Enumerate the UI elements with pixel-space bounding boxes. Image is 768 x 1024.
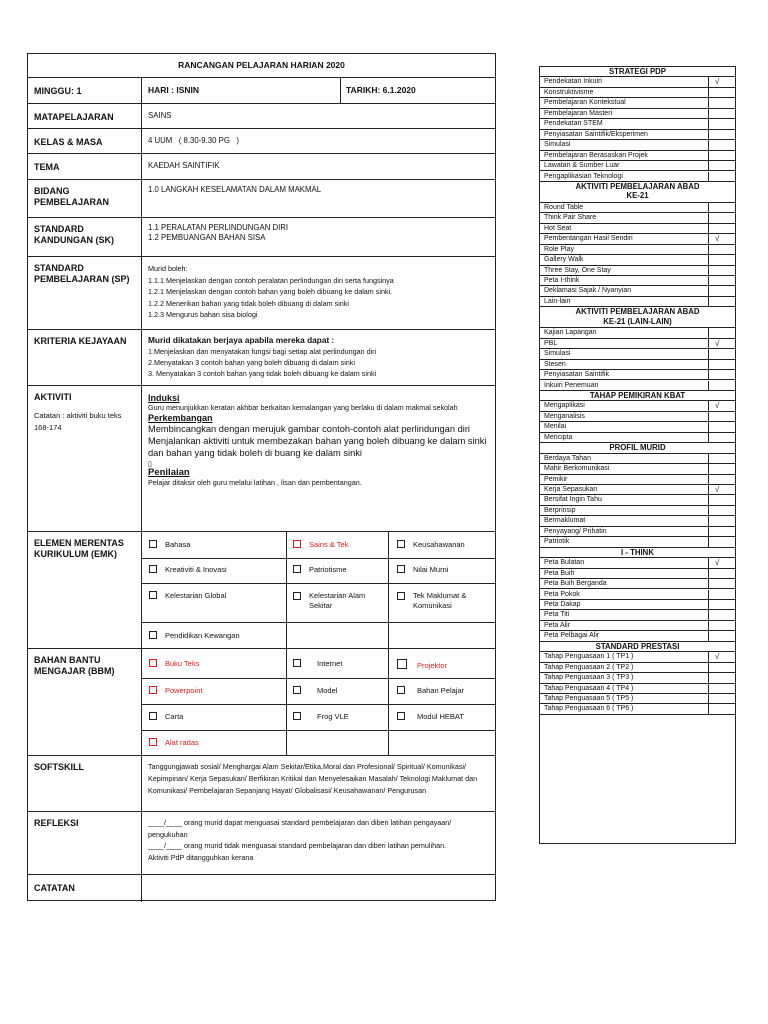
emk-option[interactable]: Sains & Tek (293, 540, 348, 550)
checkbox-icon[interactable] (149, 540, 157, 548)
checkbox-icon[interactable] (293, 592, 301, 600)
checklist-label: Three Stay, One Stay (544, 266, 611, 274)
aktiviti-note: Catatan : aktiviti buku teks 168-174 (34, 411, 122, 432)
check-column (708, 590, 709, 600)
sp-label: STANDARD PEMBELAJARAN (SP) (28, 257, 142, 329)
check-column (708, 537, 709, 547)
check-column (708, 412, 709, 422)
checklist-item[interactable] (540, 234, 735, 244)
refleksi-line: ____/____ orang murid dapat menguasai standard pembelajaran dan diberi latihan pengayaan/ pengukuhan (148, 818, 452, 839)
checklist-item[interactable] (540, 600, 735, 610)
checkbox-icon[interactable] (397, 565, 405, 573)
sp-row (28, 257, 495, 330)
tema-label: TEMA (28, 154, 142, 179)
checklist-item[interactable] (540, 77, 735, 87)
check-column (708, 203, 709, 213)
sp-item: 1.2.3 Mengurus bahan sisa biologi (148, 310, 258, 319)
check-column (708, 381, 709, 391)
check-column (708, 464, 709, 474)
checklist-item[interactable] (540, 286, 735, 296)
induksi-text: Guru menunjukkan keratan akhbar berkaitan kemalangan yang berlaku di dalam makmal sekolah (148, 403, 458, 412)
checklist-item[interactable] (540, 328, 735, 338)
bbm-option[interactable]: Buku Teks (149, 659, 199, 669)
blank-marker: ▯ (148, 458, 152, 468)
checklist-item[interactable] (540, 339, 735, 349)
checkbox-icon[interactable] (293, 686, 301, 694)
check-column (708, 234, 709, 244)
checklist-item[interactable] (540, 652, 735, 662)
check-column (708, 422, 709, 432)
bbm-row (28, 649, 495, 756)
checklist-label: Peta Bulatan (544, 559, 585, 567)
sp-item: 1.2.2 Menerikan bahan yang tidak boleh dibuang di dalam sinki (148, 298, 349, 308)
bbm-option[interactable]: Projektor (397, 659, 447, 671)
checklist-label: Tahap Penguasaan 4 ( TP4 ) (544, 684, 634, 692)
checklist-item[interactable] (540, 631, 735, 641)
matapelajaran-label: MATAPELAJARAN (28, 104, 142, 128)
bidang-row (28, 180, 495, 218)
checklist-item[interactable] (540, 673, 735, 683)
softskill-label: SOFTSKILL (28, 756, 142, 811)
emk-option[interactable]: Kelestarian Alam Sekitar (293, 591, 383, 611)
checkbox-icon[interactable] (397, 712, 405, 720)
check-column (708, 495, 709, 505)
checklist-item[interactable] (540, 663, 735, 673)
emk-option[interactable]: Tek Maklumat & Komunikasi (397, 591, 492, 611)
checklist-label: Round Table (544, 203, 584, 211)
section-heading: I - THINK (540, 548, 735, 558)
check-column (708, 652, 709, 662)
checklist-item[interactable] (540, 151, 735, 161)
checklist-item[interactable] (540, 704, 735, 714)
check-column (708, 213, 709, 223)
emk-option[interactable]: Kelestarian Global (149, 591, 226, 601)
checklist-item[interactable] (540, 266, 735, 276)
kriteria-item: 3. Menyatakan 3 contoh bahan yang tidak boleh dibuang ke dalam sinki (148, 369, 377, 378)
check-column (708, 349, 709, 359)
checklist-label: Menganalisis (544, 412, 585, 420)
checkbox-icon[interactable] (149, 659, 157, 667)
checklist-label: Deklamasi Sajak / Nyanyian (544, 287, 632, 295)
check-mark-icon: √ (715, 558, 720, 568)
check-column (708, 684, 709, 694)
checklist-label: Mencipta (544, 433, 573, 441)
check-mark-icon: √ (715, 401, 720, 411)
kelas-value: 4 UUM ( 8.30-9.30 PG ) (148, 136, 239, 145)
kriteria-item: 1.Menjelaskan dan menyatakan fungsi bagi setiap alat perlindungan diri (148, 347, 377, 356)
bbm-option[interactable]: Bahan Pelajar (397, 686, 464, 696)
checklist-label: Peta Dakap (544, 600, 581, 608)
checklist-label: PBL (544, 339, 558, 347)
checklist-label: Peta I-think (544, 277, 580, 284)
checklist-label: Penyayang/ Prihatin (544, 527, 607, 535)
checklist-item[interactable] (540, 433, 735, 443)
minggu-label: MINGGU: 1 (28, 78, 142, 103)
checkbox-icon[interactable] (149, 712, 157, 720)
hari-value: HARI : ISNIN (148, 85, 199, 95)
checklist-label: Simulasi (544, 350, 571, 358)
perkembangan-item: Menjalankan aktiviti untuk membezakan bahan yang boleh dibuang ke dalam sinki dan bahan yang tidak boleh di buang ke dalam sinki (148, 435, 487, 458)
checklist-label: Menilai (544, 423, 567, 431)
kelas-row (28, 129, 495, 154)
kriteria-item: 2.Menyatakan 3 contoh bahan yang boleh dibuang di dalam sinki (148, 358, 355, 367)
checklist-item[interactable] (540, 140, 735, 150)
check-column (708, 140, 709, 150)
checklist-label: Peta Buih (544, 569, 575, 577)
checklist-item[interactable] (540, 558, 735, 568)
checklist-label: Pendekatan STEM (544, 120, 603, 128)
check-column (708, 506, 709, 516)
refleksi-line: ____/____ orang murid tidak menguasai standard pembelajaran dan diberi latihan pemulihan. (148, 841, 447, 850)
bbm-option[interactable]: Alat radas (149, 738, 199, 748)
kelas-label: KELAS & MASA (28, 129, 142, 153)
checklist-label: Patriotik (544, 538, 570, 546)
check-column (708, 610, 709, 620)
checkbox-icon[interactable] (293, 540, 301, 548)
check-column (708, 621, 709, 631)
check-column (708, 161, 709, 171)
checklist-item[interactable] (540, 109, 735, 119)
checklist-item[interactable] (540, 297, 735, 307)
bbm-label: BAHAN BANTU MENGAJAR (BBM) (28, 649, 142, 755)
checkbox-icon[interactable] (149, 686, 157, 694)
check-column (708, 401, 709, 411)
checklist-label: Peta Pokok (544, 590, 580, 598)
tema-row (28, 154, 495, 180)
check-mark-icon: √ (715, 652, 720, 662)
checklist-label: Inkuiri Penemuan (544, 381, 599, 389)
catatan-value[interactable] (142, 875, 495, 902)
checklist-label: Peta Buih Berganda (544, 580, 607, 588)
check-column (708, 88, 709, 98)
catatan-row (28, 875, 495, 902)
checklist-label: Bermaklumat (544, 517, 586, 525)
sp-item: 1.2.1 Menjelaskan dengan contoh bahan yang boleh dibuang ke dalam sinki. (148, 287, 393, 296)
refleksi-line: Aktiviti PdP ditangguhkan kerana (148, 852, 254, 862)
check-column (708, 360, 709, 370)
checklist-label: Lain-lain (544, 297, 571, 305)
kriteria-label: KRITERIA KEJAYAAN (28, 330, 142, 385)
check-column (708, 151, 709, 161)
checklist-label: Tahap Penguasaan 6 ( TP6 ) (544, 705, 634, 713)
checklist-label: Peta Alir (544, 621, 571, 629)
aktiviti-row (28, 386, 495, 532)
checklist-item[interactable] (540, 569, 735, 579)
bidang-value: 1.0 LANGKAH KESELAMATAN DALAM MAKMAL (148, 185, 322, 194)
checklist-item[interactable] (540, 694, 735, 704)
checklist-item[interactable] (540, 475, 735, 485)
section-heading: AKTIVITI PEMBELAJARAN ABAD KE-21 (LAIN-LAIN) (540, 307, 735, 328)
plan-title: RANCANGAN PELAJARAN HARIAN 2020 (178, 60, 345, 70)
checkbox-icon[interactable] (149, 591, 157, 599)
checklist-label: Penyiasatan Saintifik (544, 371, 609, 379)
bbm-option[interactable]: Internet (293, 659, 342, 669)
check-column (708, 673, 709, 683)
aktiviti-label: AKTIVITI (34, 392, 72, 402)
checkbox-icon[interactable] (397, 686, 405, 694)
checkbox-icon[interactable] (149, 631, 157, 639)
checklist-item[interactable] (540, 119, 735, 129)
check-column (708, 98, 709, 108)
section-heading: PROFIL MURID (540, 443, 735, 453)
checklist-item[interactable] (540, 485, 735, 495)
check-column (708, 516, 709, 526)
matapelajaran-row (28, 104, 495, 129)
bbm-option[interactable]: Frog VLE (293, 712, 349, 722)
checklist-label: Simulasi (544, 141, 571, 149)
emk-row (28, 532, 495, 649)
check-mark-icon: √ (715, 485, 720, 494)
minggu-row (28, 78, 495, 104)
checklist-label: Tahap Penguasaan 2 ( TP2 ) (544, 663, 634, 671)
sk-label: STANDARD KANDUNGAN (SK) (28, 218, 142, 256)
checklist-item[interactable] (540, 590, 735, 600)
checklist-label: Bersifat Ingin Tahu (544, 496, 602, 504)
checklist-item[interactable] (540, 172, 735, 182)
check-column (708, 631, 709, 641)
checklist-label: Penyiasatan Saintifik/Eksperimen (544, 130, 648, 138)
kriteria-head: Murid dikatakan berjaya apabila mereka dapat : (148, 335, 335, 345)
penilaian-text: Pelajar ditaksir oleh guru melalui latihan , lisan dan pembentangan. (148, 478, 362, 487)
bidang-label: BIDANG PEMBELAJARAN (28, 180, 142, 217)
emk-option[interactable]: Keusahawanan (397, 540, 465, 550)
refleksi-row (28, 812, 495, 875)
checkbox-icon[interactable] (149, 565, 157, 573)
checklist-item[interactable] (540, 422, 735, 432)
check-column (708, 130, 709, 140)
check-mark-icon: √ (715, 77, 720, 87)
checklist-label: Berprinsip (544, 506, 576, 514)
checklist-label: Berdaya Tahan (544, 454, 591, 462)
emk-option[interactable]: Patriotisme (293, 565, 347, 575)
checkbox-icon[interactable] (397, 659, 407, 669)
checklist-label: Tahap Penguasaan 1 ( TP1 ) (544, 653, 634, 661)
checklist-label: Peta Titi (544, 611, 570, 619)
check-mark-icon: √ (715, 338, 720, 348)
checklist-item[interactable] (540, 245, 735, 255)
checklist-item[interactable] (540, 213, 735, 223)
softskill-row (28, 756, 495, 812)
check-column (708, 558, 709, 568)
kriteria-value (142, 330, 495, 385)
checklist-item[interactable] (540, 537, 735, 547)
section-heading: STRATEGI PDP (540, 67, 735, 77)
refleksi-value (142, 812, 495, 874)
checklist-item[interactable] (540, 370, 735, 380)
check-column (708, 370, 709, 380)
checklist-label: Think Pair Share (544, 214, 597, 222)
checklist-item[interactable] (540, 464, 735, 474)
bbm-option[interactable]: Powerpoint (149, 686, 203, 696)
perkembangan-item: Membincangkan dengan merujuk gambar contoh-contoh alat perlindungan diri (148, 423, 470, 434)
checklist-item[interactable] (540, 203, 735, 213)
emk-option[interactable]: Nilai Murni (397, 565, 448, 575)
checklist-label: Pendekatan Inkuiri (544, 78, 602, 86)
checklist-label: Tahap Penguasaan 5 ( TP5 ) (544, 695, 634, 702)
check-column (708, 454, 709, 464)
checklist-label: Pembelajaran Kontekstual (544, 99, 626, 107)
softskill-value: Tanggungjawab sosial/ Menghargai Alam Sekitar/Etika,Moral dan Profesional/ Spiritual/ Komunikasi/ Kepimpinan/ Kerja Sepasukan/ Berfikiran Kritikal dan Menyelesaikan Masalah/ Teknologi Maklumat dan Komunikasi/ Pembelajaran Sepanjang Hayat/ Globalisasi/ Keusahawanan/ Pengurusan (148, 762, 478, 795)
check-column (708, 694, 709, 704)
check-column (708, 569, 709, 579)
check-column (708, 485, 709, 495)
section-heading: TAHAP PEMIKIRAN KBAT (540, 391, 735, 401)
matapelajaran-value: SAINS (148, 111, 172, 120)
emk-option[interactable]: Kreativiti & Inovasi (149, 565, 227, 575)
check-column (708, 600, 709, 610)
checklist-label: Pemikir (544, 475, 568, 483)
checklist-label: Hot Seat (544, 224, 572, 232)
aktiviti-label-cell (28, 386, 142, 531)
checklist-item[interactable] (540, 401, 735, 411)
checkbox-icon[interactable] (293, 659, 301, 667)
checklist-label: Kajian Lapangan (544, 329, 597, 337)
checklist-label: Tahap Penguasaan 3 ( TP3 ) (544, 674, 634, 682)
check-mark-icon: √ (715, 234, 720, 244)
check-column (708, 475, 709, 485)
kriteria-row (28, 330, 495, 386)
check-column (708, 266, 709, 276)
checklist-item[interactable] (540, 255, 735, 265)
sk-item: 1.1 PERALATAN PERLINDUNGAN DIRI (148, 223, 289, 232)
check-column (708, 172, 709, 182)
check-column (708, 527, 709, 537)
checklist-label: Mengaplikasi (544, 402, 585, 410)
plan-title-row (28, 54, 495, 78)
checklist-label: Pembentangan Hasil Sendiri (544, 235, 633, 243)
checklist-item[interactable] (540, 381, 735, 391)
checklist-item[interactable] (540, 98, 735, 108)
refleksi-label: REFLEKSI (28, 812, 142, 874)
sk-value (142, 218, 495, 256)
checklist-item[interactable] (540, 684, 735, 694)
checklist-item[interactable] (540, 527, 735, 537)
bbm-option[interactable]: Model (293, 686, 337, 696)
sp-item: Murid boleh: (148, 264, 188, 273)
checklist-label: Stesen (544, 360, 566, 368)
checklist-label: Peta Pelbagai Alir (544, 632, 600, 640)
check-column (708, 433, 709, 443)
checklist-item[interactable] (540, 516, 735, 526)
checklist-label: Pengaplikasian Teknologi (544, 172, 623, 180)
checklist-item[interactable] (540, 130, 735, 140)
check-column (708, 245, 709, 255)
checklist-item[interactable] (540, 224, 735, 234)
checklist-item[interactable] (540, 495, 735, 505)
aktiviti-value (142, 386, 495, 531)
checklist-item[interactable] (540, 506, 735, 516)
check-column (708, 339, 709, 349)
checklist-item[interactable] (540, 360, 735, 370)
check-column (708, 579, 709, 589)
tarikh-value: TARIKH: 6.1.2020 (346, 85, 416, 95)
check-column (708, 109, 709, 119)
bbm-option[interactable]: Modul HEBAT (397, 712, 464, 722)
check-column (708, 119, 709, 129)
checklist-item[interactable] (540, 161, 735, 171)
checklist-item[interactable] (540, 621, 735, 631)
check-column (708, 255, 709, 265)
strategy-checklist (539, 66, 736, 844)
section-heading: AKTIVITI PEMBELAJARAN ABAD KE-21 (540, 182, 735, 203)
checklist-item[interactable] (540, 412, 735, 422)
checklist-label: Pembelajaran Berasaskan Projek (544, 151, 648, 159)
checkbox-icon[interactable] (293, 565, 301, 573)
emk-option[interactable]: Bahasa (149, 540, 190, 550)
checkbox-icon[interactable] (293, 712, 301, 720)
sp-value (142, 257, 495, 329)
checklist-label: Lawatan & Sumber Luar (544, 162, 620, 170)
checklist-item[interactable] (540, 610, 735, 620)
perkembangan-heading: Perkembangan (148, 412, 213, 423)
penilaian-heading: Penilaian (148, 467, 190, 478)
catatan-label: CATATAN (28, 875, 142, 902)
checkbox-icon[interactable] (397, 540, 405, 548)
check-column (708, 276, 709, 286)
checkbox-icon[interactable] (397, 592, 405, 600)
sk-row (28, 218, 495, 257)
lesson-plan-table (27, 53, 496, 901)
sp-item: 1.1.1 Menjelaskan dengan contoh peralatan perlindungan diri serta fungsinya (148, 275, 394, 285)
checklist-item[interactable] (540, 579, 735, 589)
checklist-item[interactable] (540, 349, 735, 359)
check-column (708, 286, 709, 296)
sk-item: 1.2 PEMBUANGAN BAHAN SISA (148, 233, 266, 242)
section-heading: STANDARD PRESTASI (540, 642, 735, 652)
checklist-label: Gallery Walk (544, 256, 584, 264)
checklist-label: Pembelajaran Masteri (544, 109, 613, 117)
checklist-item[interactable] (540, 454, 735, 464)
emk-option[interactable]: Pendidikan Kewangan (149, 631, 240, 641)
check-column (708, 704, 709, 714)
check-column (708, 663, 709, 673)
checkbox-icon[interactable] (149, 738, 157, 746)
checklist-label: Kerja Sepasukan (544, 486, 598, 493)
bbm-option[interactable]: Carta (149, 712, 183, 722)
check-column (708, 297, 709, 307)
tema-value: KAEDAH SAINTIFIK (148, 161, 220, 170)
check-column (708, 328, 709, 338)
checklist-label: Konstruktivisme (544, 88, 594, 96)
checklist-label: Role Play (544, 245, 574, 253)
emk-label: ELEMEN MERENTAS KURIKULUM (EMK) (28, 532, 142, 648)
check-column (708, 77, 709, 87)
induksi-heading: Induksi (148, 393, 180, 403)
checklist-label: Mahir Berkomunikasi (544, 465, 610, 473)
checklist-item[interactable] (540, 88, 735, 98)
check-column (708, 224, 709, 234)
checklist-item[interactable] (540, 276, 735, 286)
